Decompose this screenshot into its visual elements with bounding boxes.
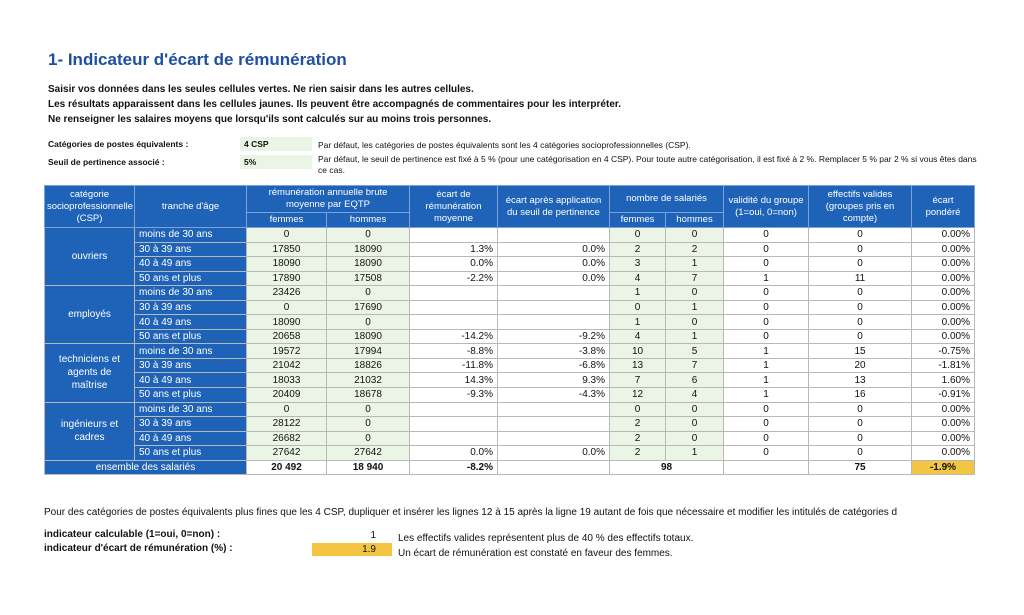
nb-femmes-cell[interactable]: 2	[610, 242, 666, 257]
table-row	[45, 271, 975, 286]
ecart-pondere-cell: 0.00%	[912, 402, 975, 417]
effectifs-cell: 0	[809, 329, 912, 344]
effectifs-cell: 0	[809, 300, 912, 315]
nb-femmes-cell[interactable]: 0	[610, 402, 666, 417]
age-band-cell: moins de 30 ans	[135, 286, 247, 301]
validite-cell: 1	[724, 358, 809, 373]
ecart-moyen-cell	[410, 417, 498, 432]
total-effectifs: 75	[809, 460, 912, 475]
rem-hommes-cell[interactable]: 18090	[327, 329, 410, 344]
table-row	[45, 446, 975, 461]
rem-femmes-cell[interactable]: 0	[247, 402, 327, 417]
instructions	[48, 82, 621, 127]
categories-value-cell[interactable]: 4 CSP	[240, 137, 312, 151]
ecart-pondere-cell: 0.00%	[912, 228, 975, 243]
category-cell: ingénieurs et cadres	[45, 402, 135, 460]
ecart-moyen-cell: -2.2%	[410, 271, 498, 286]
nb-femmes-cell[interactable]: 7	[610, 373, 666, 388]
header-validite: validité du groupe (1=oui, 0=non)	[724, 186, 809, 228]
age-band-cell: 30 à 39 ans	[135, 417, 247, 432]
validite-cell: 0	[724, 286, 809, 301]
ecart-seuil-cell: 0.0%	[498, 271, 610, 286]
nb-hommes-cell[interactable]: 0	[666, 286, 724, 301]
header-effectifs: effectifs valides (groupes pris en compte)	[809, 186, 912, 228]
rem-hommes-cell[interactable]: 17508	[327, 271, 410, 286]
rem-hommes-cell[interactable]: 0	[327, 417, 410, 432]
ecart-seuil-cell: 0.0%	[498, 257, 610, 272]
ecart-moyen-cell: 14.3%	[410, 373, 498, 388]
rem-femmes-cell[interactable]: 17850	[247, 242, 327, 257]
rem-femmes-cell[interactable]: 17890	[247, 271, 327, 286]
total-rem-hommes: 18 940	[327, 460, 410, 475]
rem-femmes-cell[interactable]: 26682	[247, 431, 327, 446]
seuil-description: Par défaut, le seuil de pertinence est fixé à 5 % (pour une catégorisation en 4 CSP). Pour toute autre catégorisation, il est fixé à 2 %. Remplacer 5 % par 2 % si vous êtes dans ce cas.	[318, 154, 977, 175]
rem-femmes-cell[interactable]: 23426	[247, 286, 327, 301]
age-band-cell: moins de 30 ans	[135, 228, 247, 243]
ecart-seuil-cell: -3.8%	[498, 344, 610, 359]
table-row	[45, 315, 975, 330]
header-csp: catégorie socioprofessionnelle (CSP)	[45, 186, 135, 228]
ecart-pondere-cell: 0.00%	[912, 300, 975, 315]
ecart-pondere-cell: 0.00%	[912, 286, 975, 301]
indicator-ecart-value: 1.9	[312, 543, 392, 556]
rem-femmes-cell[interactable]: 0	[247, 300, 327, 315]
age-band-cell: 50 ans et plus	[135, 271, 247, 286]
table-row	[45, 257, 975, 272]
ecart-moyen-cell: 0.0%	[410, 257, 498, 272]
header-femmes: femmes	[610, 213, 666, 228]
header-ecart-moyen: écart de rémunération moyenne	[410, 186, 498, 228]
total-ecart-pondere: -1.9%	[912, 460, 975, 475]
header-age: tranche d'âge	[135, 186, 247, 228]
rem-hommes-cell[interactable]: 18090	[327, 257, 410, 272]
ecart-moyen-cell: -11.8%	[410, 358, 498, 373]
validite-cell: 1	[724, 373, 809, 388]
ecart-moyen-cell	[410, 300, 498, 315]
table-row	[45, 300, 975, 315]
nb-hommes-cell[interactable]: 2	[666, 242, 724, 257]
ecart-seuil-cell	[498, 315, 610, 330]
nb-femmes-cell[interactable]: 1	[610, 286, 666, 301]
ecart-seuil-cell: 9.3%	[498, 373, 610, 388]
ecart-moyen-cell: 1.3%	[410, 242, 498, 257]
ecart-seuil-cell	[498, 300, 610, 315]
age-band-cell: 40 à 49 ans	[135, 257, 247, 272]
header-hommes: hommes	[666, 213, 724, 228]
effectifs-cell: 15	[809, 344, 912, 359]
rem-femmes-cell[interactable]: 18033	[247, 373, 327, 388]
ecart-pondere-cell: 0.00%	[912, 257, 975, 272]
validite-cell: 1	[724, 271, 809, 286]
age-band-cell: moins de 30 ans	[135, 402, 247, 417]
rem-femmes-cell[interactable]: 18090	[247, 257, 327, 272]
table-row	[45, 228, 975, 243]
age-band-cell: 50 ans et plus	[135, 446, 247, 461]
nb-hommes-cell[interactable]: 0	[666, 315, 724, 330]
age-band-cell: 30 à 39 ans	[135, 242, 247, 257]
table-row	[45, 388, 975, 403]
ecart-moyen-cell	[410, 315, 498, 330]
nb-hommes-cell[interactable]: 1	[666, 300, 724, 315]
ecart-moyen-cell	[410, 431, 498, 446]
seuil-label: Seuil de pertinence associé :	[48, 157, 165, 167]
ecart-pondere-cell: 1.60%	[912, 373, 975, 388]
table-row	[45, 242, 975, 257]
ecart-moyen-cell: -14.2%	[410, 329, 498, 344]
nb-femmes-cell[interactable]: 2	[610, 431, 666, 446]
indicator-ecart-label: indicateur d'écart de rémunération (%) :	[44, 543, 233, 554]
validite-cell: 0	[724, 446, 809, 461]
instruction-line: Ne renseigner les salaires moyens que lorsqu'ils sont calculés sur au moins trois personnes.	[48, 114, 492, 125]
indicator-calculable-comment: Les effectifs valides représentent plus de 40 % des effectifs totaux.	[398, 533, 694, 544]
age-band-cell: moins de 30 ans	[135, 344, 247, 359]
remuneration-table	[44, 185, 975, 475]
ecart-pondere-cell: -1.81%	[912, 358, 975, 373]
total-nombre: 98	[610, 460, 724, 475]
effectifs-cell: 0	[809, 242, 912, 257]
page-title: 1- Indicateur d'écart de rémunération	[48, 50, 347, 69]
ecart-moyen-cell: 0.0%	[410, 446, 498, 461]
total-ecart: -8.2%	[410, 460, 498, 475]
rem-hommes-cell[interactable]: 18090	[327, 242, 410, 257]
nb-femmes-cell[interactable]: 3	[610, 257, 666, 272]
table-row	[45, 373, 975, 388]
validite-cell: 0	[724, 300, 809, 315]
total-empty	[498, 460, 610, 475]
total-label: ensemble des salariés	[45, 460, 247, 475]
nb-hommes-cell[interactable]: 0	[666, 228, 724, 243]
validite-cell: 0	[724, 329, 809, 344]
ecart-seuil-cell	[498, 228, 610, 243]
ecart-seuil-cell: 0.0%	[498, 446, 610, 461]
effectifs-cell: 0	[809, 315, 912, 330]
age-band-cell: 50 ans et plus	[135, 329, 247, 344]
ecart-pondere-cell: -0.75%	[912, 344, 975, 359]
effectifs-cell: 0	[809, 417, 912, 432]
rem-hommes-cell[interactable]: 21032	[327, 373, 410, 388]
rem-hommes-cell[interactable]: 18826	[327, 358, 410, 373]
effectifs-cell: 13	[809, 373, 912, 388]
instruction-line: Saisir vos données dans les seules cellules vertes. Ne rien saisir dans les autres cellules.	[48, 84, 474, 95]
nb-femmes-cell[interactable]: 2	[610, 417, 666, 432]
table-row	[45, 329, 975, 344]
categories-label: Catégories de postes équivalents :	[48, 139, 189, 149]
header-remuneration: rémunération annuelle brute moyenne par EQTP	[247, 186, 410, 213]
nb-femmes-cell[interactable]: 1	[610, 315, 666, 330]
nb-hommes-cell[interactable]: 1	[666, 446, 724, 461]
validite-cell: 0	[724, 402, 809, 417]
rem-hommes-cell[interactable]: 17994	[327, 344, 410, 359]
age-band-cell: 40 à 49 ans	[135, 315, 247, 330]
ecart-seuil-cell	[498, 431, 610, 446]
table-row	[45, 358, 975, 373]
table-row	[45, 417, 975, 432]
nb-femmes-cell[interactable]: 0	[610, 228, 666, 243]
ecart-pondere-cell: 0.00%	[912, 315, 975, 330]
validite-cell: 0	[724, 257, 809, 272]
validite-cell: 0	[724, 315, 809, 330]
rem-hommes-cell[interactable]: 0	[327, 286, 410, 301]
table-row	[45, 431, 975, 446]
ecart-pondere-cell: -0.91%	[912, 388, 975, 403]
nb-femmes-cell[interactable]: 12	[610, 388, 666, 403]
rem-femmes-cell[interactable]: 21042	[247, 358, 327, 373]
category-cell: employés	[45, 286, 135, 344]
header-nombre-salaries: nombre de salariés	[610, 186, 724, 213]
instruction-line: Les résultats apparaissent dans les cellules jaunes. Ils peuvent être accompagnés de commentaires pour les interpréter.	[48, 99, 622, 110]
validite-cell: 1	[724, 344, 809, 359]
table-row	[45, 344, 975, 359]
age-band-cell: 50 ans et plus	[135, 388, 247, 403]
rem-femmes-cell[interactable]: 19572	[247, 344, 327, 359]
effectifs-cell: 0	[809, 257, 912, 272]
nb-femmes-cell[interactable]: 0	[610, 300, 666, 315]
rem-hommes-cell[interactable]: 0	[327, 315, 410, 330]
rem-femmes-cell[interactable]: 28122	[247, 417, 327, 432]
ecart-pondere-cell: 0.00%	[912, 329, 975, 344]
ecart-moyen-cell	[410, 286, 498, 301]
rem-femmes-cell[interactable]: 27642	[247, 446, 327, 461]
rem-femmes-cell[interactable]: 0	[247, 228, 327, 243]
ecart-pondere-cell: 0.00%	[912, 446, 975, 461]
nb-femmes-cell[interactable]: 4	[610, 271, 666, 286]
validite-cell: 0	[724, 242, 809, 257]
validite-cell: 0	[724, 228, 809, 243]
nb-femmes-cell[interactable]: 2	[610, 446, 666, 461]
indicator-calculable-value: 1	[370, 530, 376, 541]
ecart-moyen-cell: -9.3%	[410, 388, 498, 403]
category-cell: techniciens et agents de maîtrise	[45, 344, 135, 402]
ecart-seuil-cell: -4.3%	[498, 388, 610, 403]
effectifs-cell: 0	[809, 402, 912, 417]
nb-hommes-cell[interactable]: 1	[666, 329, 724, 344]
nb-hommes-cell[interactable]: 1	[666, 257, 724, 272]
footnote: Pour des catégories de postes équivalents plus fines que les 4 CSP, dupliquer et insérer les lignes 12 à 15 après la ligne 19 autant de fois que nécessaire et modifier les intitulés de catégories d	[44, 507, 898, 518]
effectifs-cell: 0	[809, 431, 912, 446]
ecart-seuil-cell: 0.0%	[498, 242, 610, 257]
nb-femmes-cell[interactable]: 4	[610, 329, 666, 344]
ecart-seuil-cell	[498, 417, 610, 432]
rem-hommes-cell[interactable]: 0	[327, 402, 410, 417]
ecart-seuil-cell	[498, 286, 610, 301]
nb-hommes-cell[interactable]: 0	[666, 431, 724, 446]
total-row	[45, 460, 975, 475]
rem-hommes-cell[interactable]: 0	[327, 431, 410, 446]
ecart-pondere-cell: 0.00%	[912, 417, 975, 432]
effectifs-cell: 0	[809, 446, 912, 461]
ecart-moyen-cell: -8.8%	[410, 344, 498, 359]
nb-hommes-cell[interactable]: 0	[666, 417, 724, 432]
rem-hommes-cell[interactable]: 18678	[327, 388, 410, 403]
indicator-ecart-comment: Un écart de rémunération est constaté en faveur des femmes.	[398, 548, 673, 559]
rem-hommes-cell[interactable]: 27642	[327, 446, 410, 461]
nb-hommes-cell[interactable]: 6	[666, 373, 724, 388]
nb-hommes-cell[interactable]: 7	[666, 271, 724, 286]
table-row	[45, 286, 975, 301]
effectifs-cell: 16	[809, 388, 912, 403]
categories-description: Par défaut, les catégories de postes équivalents sont les 4 catégories socioprofessionnelles (CSP).	[318, 140, 691, 150]
nb-femmes-cell[interactable]: 13	[610, 358, 666, 373]
nb-hommes-cell[interactable]: 7	[666, 358, 724, 373]
effectifs-cell: 0	[809, 228, 912, 243]
total-rem-femmes: 20 492	[247, 460, 327, 475]
ecart-pondere-cell: 0.00%	[912, 242, 975, 257]
ecart-moyen-cell	[410, 402, 498, 417]
effectifs-cell: 0	[809, 286, 912, 301]
effectifs-cell: 11	[809, 271, 912, 286]
validite-cell: 1	[724, 388, 809, 403]
rem-femmes-cell[interactable]: 20409	[247, 388, 327, 403]
nb-hommes-cell[interactable]: 4	[666, 388, 724, 403]
header-hommes: hommes	[327, 213, 410, 228]
age-band-cell: 30 à 39 ans	[135, 300, 247, 315]
ecart-seuil-cell: -9.2%	[498, 329, 610, 344]
validite-cell: 0	[724, 431, 809, 446]
rem-hommes-cell[interactable]: 17690	[327, 300, 410, 315]
ecart-seuil-cell: -6.8%	[498, 358, 610, 373]
rem-femmes-cell[interactable]: 20658	[247, 329, 327, 344]
rem-femmes-cell[interactable]: 18090	[247, 315, 327, 330]
age-band-cell: 40 à 49 ans	[135, 373, 247, 388]
age-band-cell: 30 à 39 ans	[135, 358, 247, 373]
effectifs-cell: 20	[809, 358, 912, 373]
validite-cell: 0	[724, 417, 809, 432]
category-cell: ouvriers	[45, 228, 135, 286]
rem-hommes-cell[interactable]: 0	[327, 228, 410, 243]
ecart-moyen-cell	[410, 228, 498, 243]
indicator-calculable-label: indicateur calculable (1=oui, 0=non) :	[44, 529, 221, 540]
nb-hommes-cell[interactable]: 5	[666, 344, 724, 359]
ecart-pondere-cell: 0.00%	[912, 431, 975, 446]
total-empty	[724, 460, 809, 475]
seuil-value-cell[interactable]: 5%	[240, 155, 312, 169]
header-ecart-pondere: écart pondéré	[912, 186, 975, 228]
header-ecart-seuil: écart après application du seuil de pertinence	[498, 186, 610, 228]
age-band-cell: 40 à 49 ans	[135, 431, 247, 446]
header-femmes: femmes	[247, 213, 327, 228]
ecart-pondere-cell: 0.00%	[912, 271, 975, 286]
nb-hommes-cell[interactable]: 0	[666, 402, 724, 417]
table-row	[45, 402, 975, 417]
ecart-seuil-cell	[498, 402, 610, 417]
nb-femmes-cell[interactable]: 10	[610, 344, 666, 359]
